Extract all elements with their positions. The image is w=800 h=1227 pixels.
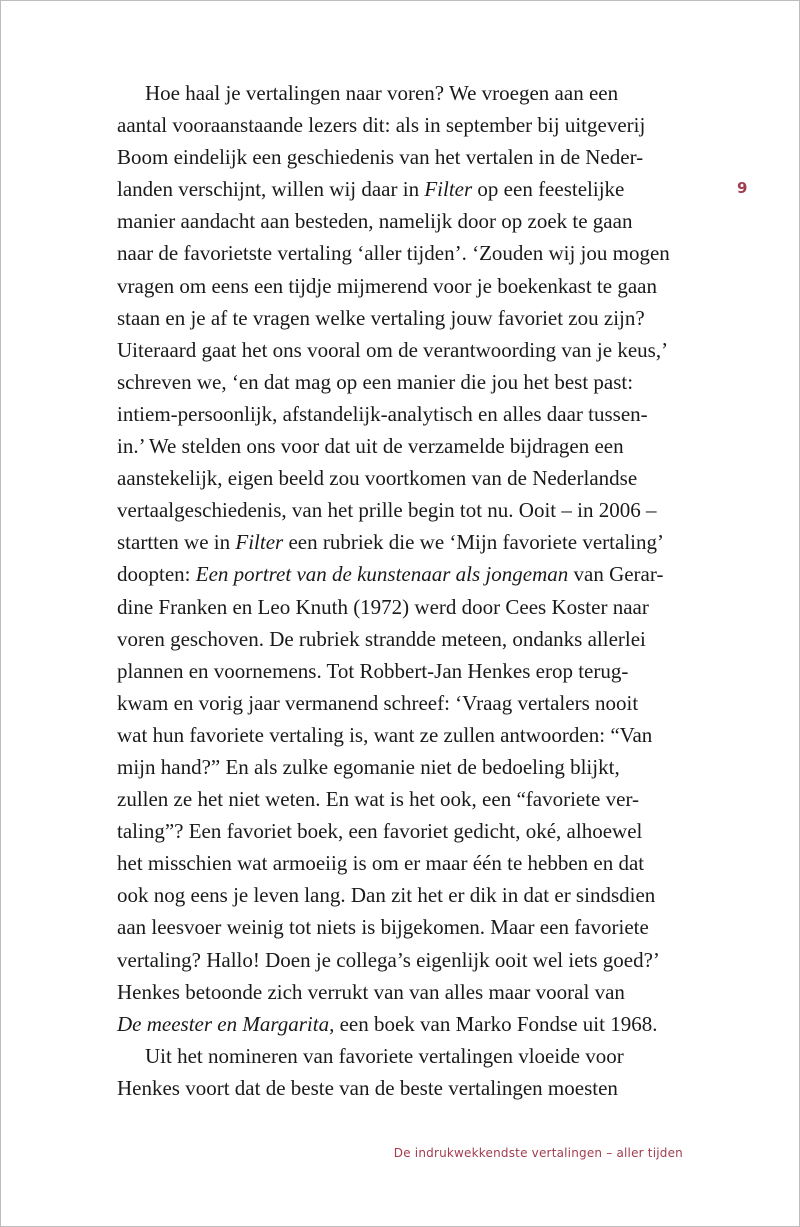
- page-number: 9: [737, 179, 748, 197]
- italic-text: Filter: [235, 530, 284, 555]
- text-line: vertaalgeschiedenis, van het prille begin tot nu. Ooit – in 2006 –: [117, 498, 657, 523]
- text-line: wat hun favoriete vertaling is, want ze zullen antwoorden: “Van: [117, 722, 653, 747]
- text-line: intiem-persoonlijk, afstandelijk-analytisch en alles daar tussen-: [117, 401, 648, 426]
- italic-text: De meester en Margarita,: [117, 1011, 335, 1036]
- text-line: Boom eindelijk een geschiedenis van het vertalen in de Neder-: [117, 145, 644, 170]
- text-line: Uit het nomineren van favoriete vertalingen vloeide voor: [145, 1043, 624, 1068]
- text-line: startten we in Filter een rubriek die we ‘Mijn favoriete vertaling’: [117, 530, 664, 555]
- text-line: staan en je af te vragen welke vertaling jouw favoriet zou zijn?: [117, 305, 645, 330]
- text-line: aanstekelijk, eigen beeld zou voortkomen van de Nederlandse: [117, 466, 638, 491]
- text-line: ook nog eens je leven lang. Dan zit het er dik in dat er sindsdien: [117, 883, 656, 908]
- italic-text: Filter: [424, 177, 473, 202]
- text-line: vertaling? Hallo! Doen je collega’s eigenlijk ooit wel iets goed?’: [117, 947, 660, 972]
- text-line: Henkes voort dat de beste van de beste vertalingen moesten: [117, 1075, 618, 1100]
- text-line: kwam en vorig jaar vermanend schreef: ‘Vraag vertalers nooit: [117, 690, 639, 715]
- text-line: zullen ze het niet weten. En wat is het ook, een “favoriete ver-: [117, 787, 640, 812]
- text-line: taling”? Een favoriet boek, een favoriet gedicht, oké, alhoewel: [117, 819, 643, 844]
- text-line: naar de favorietste vertaling ‘aller tijden’. ‘Zouden wij jou mogen: [117, 241, 670, 266]
- text-line: vragen om eens een tijdje mijmerend voor je boekenkast te gaan: [117, 273, 657, 298]
- text-line: Uiteraard gaat het ons vooral om de verantwoording van je keus,’: [117, 337, 669, 362]
- text-line: manier aandacht aan besteden, namelijk door op zoek te gaan: [117, 209, 633, 234]
- text-line: aan leesvoer weinig tot niets is bijgekomen. Maar een favoriete: [117, 915, 649, 940]
- text-line: aantal vooraanstaande lezers dit: als in september bij uitgeverij: [117, 113, 646, 138]
- text-line: Hoe haal je vertalingen naar voren? We vroegen aan een: [145, 81, 619, 105]
- italic-text: Een portret van de kunstenaar als jongeman: [195, 562, 569, 587]
- text-line: in.’ We stelden ons voor dat uit de verzamelde bijdragen een: [117, 434, 624, 459]
- text-line: dine Franken en Leo Knuth (1972) werd door Cees Koster naar: [117, 594, 649, 619]
- text-line: voren geschoven. De rubriek strandde meteen, ondanks allerlei: [117, 626, 646, 651]
- text-line: mijn hand?” En als zulke egomanie niet de bedoeling blijkt,: [117, 754, 620, 779]
- text-line: doopten: Een portret van de kunstenaar als jongeman van Gerar-: [117, 562, 664, 587]
- text-line: Henkes betoonde zich verrukt van van alles maar vooral van: [117, 979, 625, 1004]
- text-line: schreven we, ‘en dat mag op een manier die jou het best past:: [117, 369, 634, 394]
- body-text: [117, 77, 687, 1104]
- text-line: het misschien wat armoeiig is om er maar één te hebben en dat: [117, 851, 645, 876]
- running-footer: De indrukwekkendste vertalingen – aller tijden: [393, 1146, 683, 1160]
- text-line: plannen en voornemens. Tot Robbert-Jan Henkes erop terug-: [117, 658, 629, 683]
- text-line: De meester en Margarita, een boek van Marko Fondse uit 1968.: [117, 1011, 658, 1036]
- text-line: landen verschijnt, willen wij daar in Filter op een feestelijke: [117, 177, 625, 202]
